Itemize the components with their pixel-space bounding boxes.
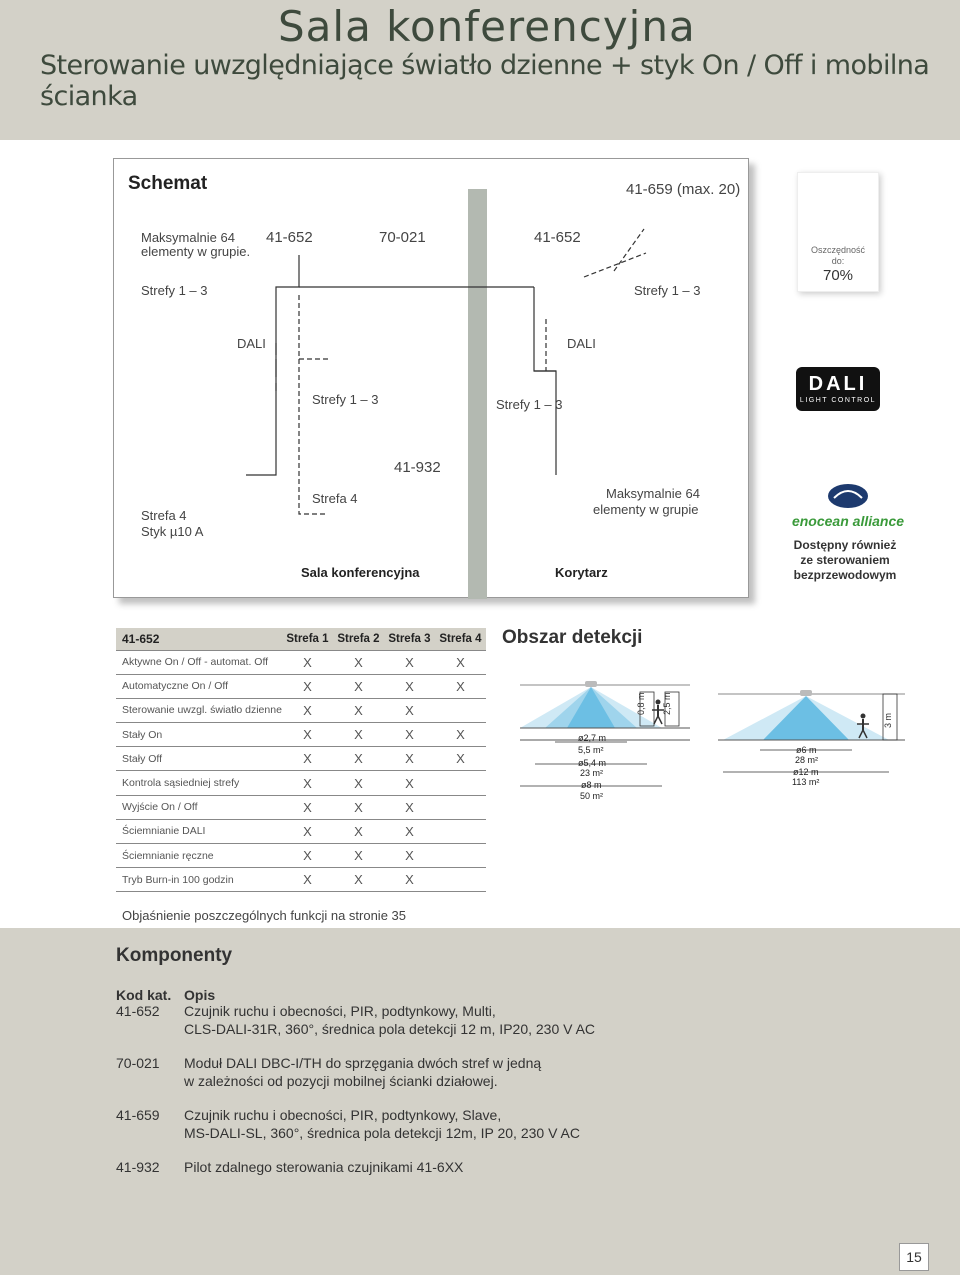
zone-mark xyxy=(435,844,486,868)
zones-mid-left-label: Strefy 1 – 3 xyxy=(312,392,379,407)
table-row xyxy=(116,650,486,674)
functions-table xyxy=(116,628,486,892)
zone-mark: X xyxy=(282,819,333,843)
zone-mark: X xyxy=(333,771,384,795)
max-right-label: Maksymalnie 64 xyxy=(606,486,700,501)
component-desc-3b: MS-DALI-SL, 360°, średnica pola detekcji 12m, IP 20, 230 V AC xyxy=(184,1125,580,1141)
device-41-932: 41-932 xyxy=(394,459,441,476)
table-row xyxy=(116,771,486,795)
room-conference-label: Sala konferencyjna xyxy=(301,565,420,580)
dali-left-label: DALI xyxy=(237,336,266,351)
wireless-line3: bezprzewodowym xyxy=(793,568,897,582)
zone-mark: X xyxy=(384,819,435,843)
zone-mark: X xyxy=(282,795,333,819)
zone-mark: X xyxy=(384,650,435,674)
dali-logo-text: DALI xyxy=(808,373,868,395)
zone-mark: X xyxy=(435,747,486,771)
component-desc-1b: CLS-DALI-31R, 360°, średnica pola detekcji 12 m, IP20, 230 V AC xyxy=(184,1021,596,1037)
left-a1: 5,5 m² xyxy=(578,745,604,755)
table-row xyxy=(116,868,486,892)
height-25: 2,5 m xyxy=(662,692,672,715)
left-a2: 23 m² xyxy=(580,768,604,778)
zones-left-label: Strefy 1 – 3 xyxy=(141,283,208,298)
zone-mark: X xyxy=(435,674,486,698)
zone-mark: X xyxy=(282,674,333,698)
component-desc-2a: Moduł DALI DBC-I/TH do sprzęgania dwóch stref w jedną xyxy=(184,1055,542,1071)
note-text: Objaśnienie poszczególnych funkcji na stronie 35 xyxy=(122,908,407,923)
right-d1: ø6 m xyxy=(796,745,817,755)
zone-mark: X xyxy=(282,650,333,674)
zone-mark: X xyxy=(282,771,333,795)
component-code-1: 41-652 xyxy=(116,1003,160,1019)
zone-mark: X xyxy=(384,771,435,795)
zone-mark xyxy=(435,698,486,722)
room-corridor-label: Korytarz xyxy=(555,565,608,580)
device-70-021: 70-021 xyxy=(379,229,426,246)
zone-mark: X xyxy=(435,723,486,747)
contact-label: Styk µ10 A xyxy=(141,524,204,539)
table-row xyxy=(116,795,486,819)
component-desc-3a: Czujnik ruchu i obecności, PIR, podtynkowy, Slave, xyxy=(184,1107,502,1123)
zone-mark: X xyxy=(435,650,486,674)
function-label: Ściemnianie DALI xyxy=(116,819,282,843)
enocean-icon xyxy=(824,482,872,508)
function-label: Wyjście On / Off xyxy=(116,795,282,819)
device-41-659: 41-659 (max. 20) xyxy=(626,181,741,198)
zone-mark: X xyxy=(333,844,384,868)
height-08: 0,8 m xyxy=(636,692,646,715)
zone4-mid-label: Strefa 4 xyxy=(312,491,358,506)
zone-mark xyxy=(435,771,486,795)
zone-mark: X xyxy=(282,844,333,868)
enocean-text: enocean alliance xyxy=(791,513,905,529)
zone-mark: X xyxy=(384,698,435,722)
function-label: Stały Off xyxy=(116,747,282,771)
zones-mid-right-label: Strefy 1 – 3 xyxy=(496,397,563,412)
zone-mark xyxy=(435,819,486,843)
dali-logo-subtext: LIGHT CONTROL xyxy=(799,397,877,404)
zone4-left-label: Strefa 4 xyxy=(141,508,187,523)
zone-mark: X xyxy=(384,795,435,819)
zone-mark: X xyxy=(333,723,384,747)
zone-mark: X xyxy=(384,868,435,892)
page-subtitle: Sterowanie uwzględniające światło dzienne + styk On / Off i mobilna ścianka xyxy=(40,50,930,112)
component-code-4: 41-932 xyxy=(116,1159,160,1175)
zone-mark xyxy=(435,795,486,819)
col-code-header: Kod kat. xyxy=(116,987,172,1003)
col-zone3: Strefa 3 xyxy=(384,628,435,650)
component-desc-2b: w zależności od pozycji mobilnej ścianki działowej. xyxy=(184,1073,498,1089)
max-left-label: Maksymalnie 64 xyxy=(141,230,235,245)
savings-card xyxy=(797,172,879,292)
savings-value: 70% xyxy=(822,267,854,284)
page-number: 15 xyxy=(899,1243,929,1271)
component-code-2: 70-021 xyxy=(116,1055,160,1071)
zone-mark: X xyxy=(333,819,384,843)
right-a1: 28 m² xyxy=(795,755,819,765)
function-label: Tryb Burn-in 100 godzin xyxy=(116,868,282,892)
schema-wiring xyxy=(114,159,750,599)
component-desc-4a: Pilot zdalnego sterowania czujnikami 41-6XX xyxy=(184,1159,464,1175)
function-label: Aktywne On / Off - automat. Off xyxy=(116,650,282,674)
page-title: Sala konferencyjna xyxy=(278,2,696,51)
components-band xyxy=(0,928,960,1275)
zone-mark: X xyxy=(384,723,435,747)
right-d2: ø12 m xyxy=(793,767,819,777)
component-code-3: 41-659 xyxy=(116,1107,160,1123)
wireless-note xyxy=(785,538,905,583)
table-row xyxy=(116,819,486,843)
zone-mark: X xyxy=(333,868,384,892)
zones-right-label: Strefy 1 – 3 xyxy=(634,283,701,298)
table-row xyxy=(116,674,486,698)
zone-mark: X xyxy=(333,698,384,722)
left-d3: ø8 m xyxy=(581,780,602,790)
function-label: Stały On xyxy=(116,723,282,747)
zone-mark: X xyxy=(384,674,435,698)
left-d1: ø2,7 m xyxy=(578,733,607,743)
table-row xyxy=(116,723,486,747)
col-desc-header: Opis xyxy=(184,987,216,1003)
detection-title: Obszar detekcji xyxy=(502,627,643,648)
table-header-row xyxy=(116,628,486,650)
enocean-logo xyxy=(783,482,913,529)
col-device: 41-652 xyxy=(116,628,282,650)
dali-right-label: DALI xyxy=(567,336,596,351)
table-row xyxy=(116,844,486,868)
right-a2: 113 m² xyxy=(792,777,820,787)
col-zone4: Strefa 4 xyxy=(435,628,486,650)
col-zone1: Strefa 1 xyxy=(282,628,333,650)
function-label: Kontrola sąsiedniej strefy xyxy=(116,771,282,795)
zone-mark: X xyxy=(333,674,384,698)
left-d2: ø5,4 m xyxy=(578,758,607,768)
function-label: Ściemnianie ręczne xyxy=(116,844,282,868)
function-label: Sterowanie uwzgl. światło dzienne xyxy=(116,698,282,722)
left-a3: 50 m² xyxy=(580,791,604,801)
zone-mark: X xyxy=(384,844,435,868)
zone-mark xyxy=(435,868,486,892)
zone-mark: X xyxy=(282,747,333,771)
component-desc-1a: Czujnik ruchu i obecności, PIR, podtynkowy, Multi, xyxy=(184,1003,496,1019)
zone-mark: X xyxy=(282,868,333,892)
table-row xyxy=(116,747,486,771)
savings-label2: do: xyxy=(831,256,845,266)
col-zone2: Strefa 2 xyxy=(333,628,384,650)
max-right-label2: elementy w grupie xyxy=(593,502,699,517)
components-title: Komponenty xyxy=(116,945,233,966)
device-41-652-right: 41-652 xyxy=(534,229,581,246)
zone-mark: X xyxy=(384,747,435,771)
zone-mark: X xyxy=(333,795,384,819)
dali-logo xyxy=(796,367,880,411)
schema-panel xyxy=(113,158,749,598)
table-row xyxy=(116,698,486,722)
zone-mark: X xyxy=(333,747,384,771)
function-label: Automatyczne On / Off xyxy=(116,674,282,698)
height-3: 3 m xyxy=(883,712,893,728)
zone-mark: X xyxy=(282,698,333,722)
schema-title: Schemat xyxy=(128,173,208,194)
zone-mark: X xyxy=(282,723,333,747)
max-left-label2: elementy w grupie. xyxy=(141,244,251,259)
detection-diagram xyxy=(505,680,925,820)
wireless-line1: Dostępny również xyxy=(793,538,897,552)
zone-mark: X xyxy=(333,650,384,674)
wireless-line2: ze sterowaniem xyxy=(800,553,890,567)
device-41-652-left: 41-652 xyxy=(266,229,313,246)
savings-label: Oszczędność xyxy=(810,245,866,255)
